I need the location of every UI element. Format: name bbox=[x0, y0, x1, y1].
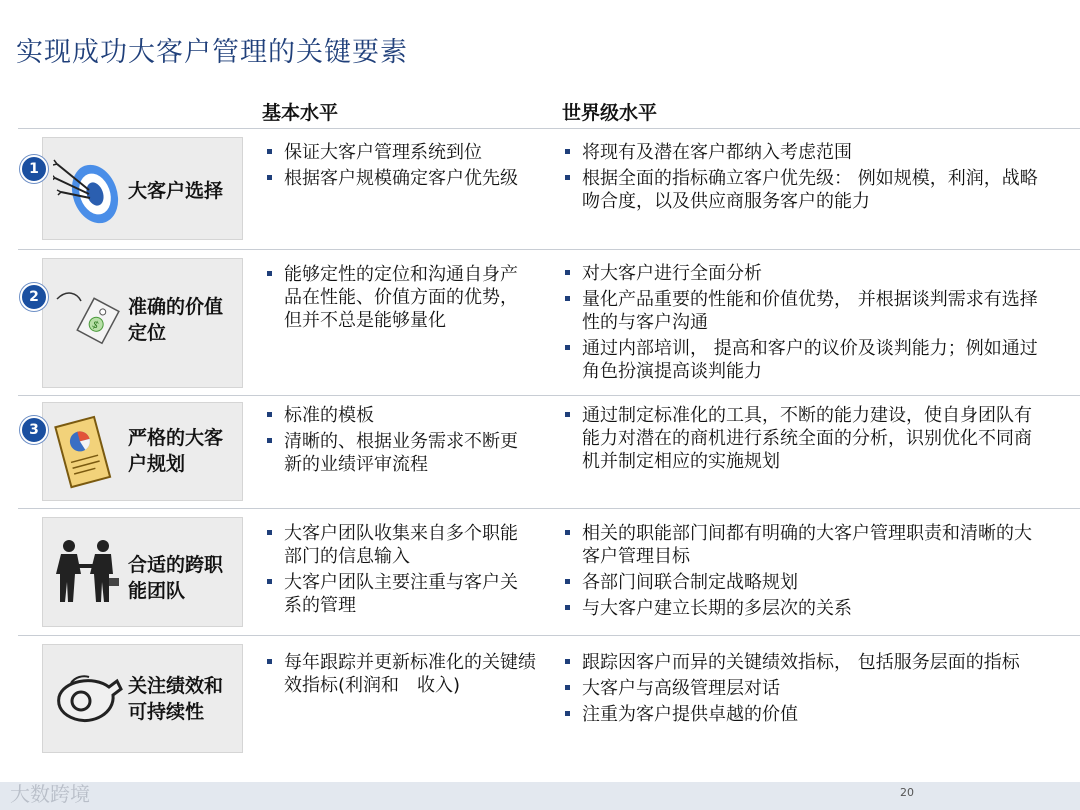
row-cross-functional-team bbox=[0, 509, 1080, 635]
world-list bbox=[562, 404, 1042, 476]
row-label: 准确的价值定位 bbox=[128, 296, 224, 344]
row-customer-selection bbox=[0, 129, 1080, 249]
row-label: 大客户选择 bbox=[128, 180, 224, 202]
column-header-world: 世界级水平 bbox=[562, 102, 658, 124]
label-box bbox=[42, 644, 243, 753]
list-item: 大客户团队收集来自多个职能部门的信息输入 bbox=[264, 522, 534, 568]
handshake-people-icon bbox=[53, 536, 121, 610]
list-item: 注重为客户提供卓越的价值 bbox=[562, 703, 1042, 726]
price-tag-icon bbox=[53, 285, 123, 359]
watermark: 大数跨境 bbox=[10, 782, 90, 806]
report-document-icon bbox=[53, 415, 115, 495]
list-item: 跟踪因客户而异的关键绩效指标， 包括服务层面的指标 bbox=[562, 651, 1042, 674]
svg-text:$: $ bbox=[89, 319, 101, 332]
number-badge: 1 bbox=[20, 155, 48, 183]
list-item: 标准的模板 bbox=[264, 404, 534, 427]
row-label: 关注绩效和可持续性 bbox=[128, 675, 224, 723]
label-box bbox=[42, 402, 243, 501]
list-item: 将现有及潜在客户都纳入考虑范围 bbox=[562, 141, 1042, 164]
basic-list bbox=[264, 651, 544, 700]
page-number: 20 bbox=[900, 786, 914, 799]
list-item: 保证大客户管理系统到位 bbox=[264, 141, 534, 164]
list-item: 量化产品重要的性能和价值优势， 并根据谈判需求有选择性的与客户沟通 bbox=[562, 288, 1042, 334]
row-label: 合适的跨职能团队 bbox=[128, 554, 224, 602]
world-list bbox=[562, 651, 1042, 729]
row-account-planning bbox=[0, 396, 1080, 508]
world-list bbox=[562, 522, 1042, 623]
list-item: 能够定性的定位和沟通自身产品在性能、价值方面的优势， 但并不总是能够量化 bbox=[264, 263, 528, 332]
world-list bbox=[562, 262, 1042, 386]
list-item: 大客户团队主要注重与客户关系的管理 bbox=[264, 571, 534, 617]
basic-list bbox=[264, 404, 534, 479]
number-badge: 3 bbox=[20, 416, 48, 444]
label-box bbox=[42, 517, 243, 627]
basic-list bbox=[264, 522, 534, 620]
page-title: 实现成功大客户管理的关键要素 bbox=[16, 37, 408, 68]
list-item: 根据全面的指标确立客户优先级： 例如规模，利润，战略吻合度，以及供应商服务客户的能力 bbox=[562, 167, 1042, 213]
list-item: 大客户与高级管理层对话 bbox=[562, 677, 1042, 700]
world-list bbox=[562, 141, 1042, 216]
target-arrows-icon bbox=[53, 152, 123, 231]
footer-bar bbox=[0, 782, 1080, 810]
list-item: 各部门间联合制定战略规划 bbox=[562, 571, 1042, 594]
list-item: 清晰的、根据业务需求不断更新的业绩评审流程 bbox=[264, 430, 534, 476]
basic-list bbox=[264, 263, 528, 335]
list-item: 相关的职能部门间都有明确的大客户管理职责和清晰的大客户管理目标 bbox=[562, 522, 1042, 568]
row-label: 严格的大客户规划 bbox=[128, 427, 224, 475]
whistle-icon bbox=[53, 667, 125, 735]
label-box bbox=[42, 137, 243, 240]
number-badge: 2 bbox=[20, 283, 48, 311]
row-value-positioning bbox=[0, 250, 1080, 395]
list-item: 通过制定标准化的工具，不断的能力建设，使自身团队有能力对潜在的商机进行系统全面的分析，识别优化不同商机并制定相应的实施规划 bbox=[562, 404, 1042, 473]
basic-list bbox=[264, 141, 534, 193]
list-item: 对大客户进行全面分析 bbox=[562, 262, 1042, 285]
list-item: 与大客户建立长期的多层次的关系 bbox=[562, 597, 1042, 620]
label-box bbox=[42, 258, 243, 388]
list-item: 通过内部培训， 提高和客户的议价及谈判能力；例如通过角色扮演提高谈判能力 bbox=[562, 337, 1042, 383]
row-performance-sustainability bbox=[0, 636, 1080, 758]
list-item: 根据客户规模确定客户优先级 bbox=[264, 167, 534, 190]
list-item: 每年跟踪并更新标准化的关键绩效指标(利润和 收入) bbox=[264, 651, 544, 697]
column-header-basic: 基本水平 bbox=[262, 102, 339, 124]
